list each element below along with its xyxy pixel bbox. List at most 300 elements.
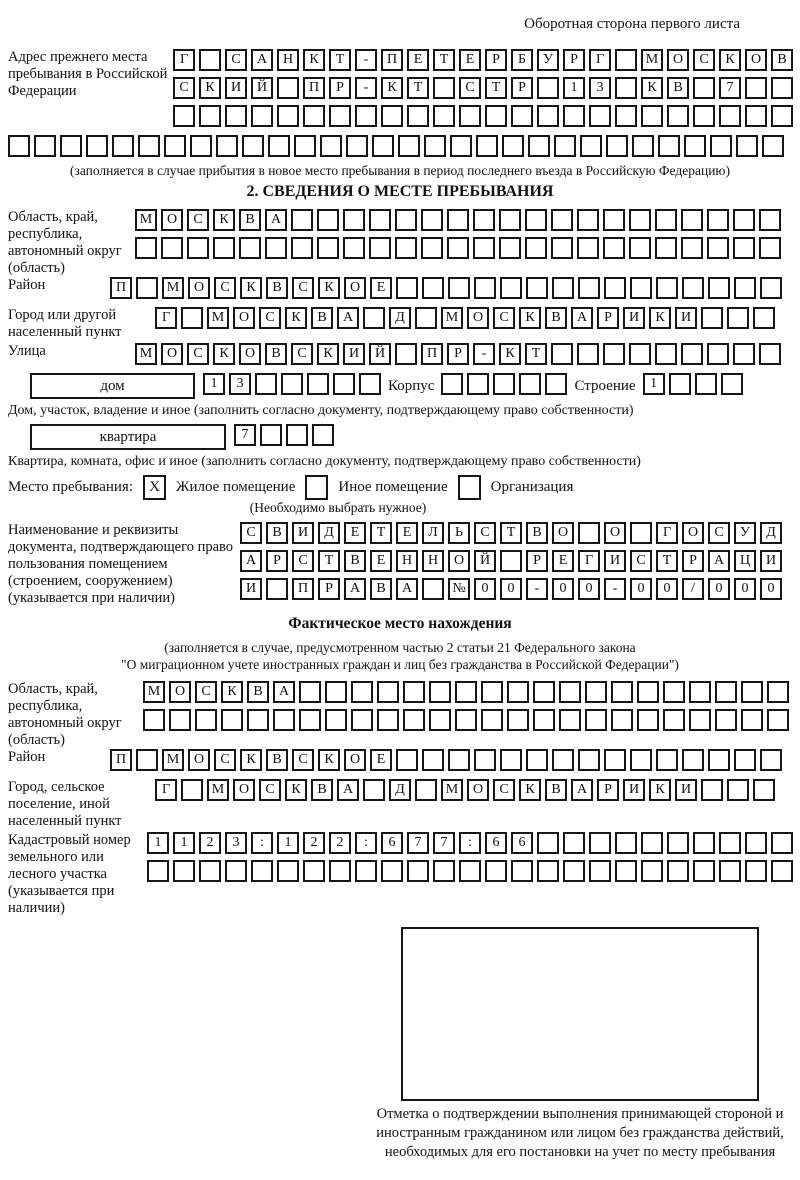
char-cell[interactable] [681,209,703,231]
char-cell[interactable]: 1 [643,373,665,395]
char-cell[interactable]: Р [526,550,548,572]
char-cell[interactable] [363,307,385,329]
char-cell[interactable]: О [467,779,489,801]
char-cell[interactable] [281,373,303,395]
char-cell[interactable]: С [240,522,262,544]
char-cell[interactable]: Е [459,49,481,71]
char-cell[interactable]: 0 [552,578,574,600]
char-cell[interactable]: Т [525,343,547,365]
char-cell[interactable] [359,373,381,395]
char-cell[interactable] [630,749,652,771]
char-cell[interactable]: М [441,779,463,801]
char-cell[interactable] [377,709,399,731]
char-cell[interactable] [355,105,377,127]
char-cell[interactable]: М [135,209,157,231]
char-cell[interactable]: Г [589,49,611,71]
char-cell[interactable]: О [233,779,255,801]
char-cell[interactable]: К [240,277,262,299]
char-cell[interactable]: Й [251,77,273,99]
char-cell[interactable] [745,832,767,854]
char-cell[interactable] [459,860,481,882]
char-cell[interactable] [143,709,165,731]
char-cell[interactable] [656,277,678,299]
char-cell[interactable] [507,681,529,703]
char-cell[interactable]: О [448,550,470,572]
char-cell[interactable] [637,709,659,731]
char-cell[interactable] [473,237,495,259]
char-cell[interactable] [455,709,477,731]
char-cell[interactable] [199,49,221,71]
char-cell[interactable] [611,709,633,731]
char-cell[interactable] [537,77,559,99]
char-cell[interactable]: Т [318,550,340,572]
char-cell[interactable]: Б [511,49,533,71]
char-cell[interactable]: С [459,77,481,99]
char-cell[interactable]: С [187,209,209,231]
char-cell[interactable]: - [355,77,377,99]
char-cell[interactable] [745,105,767,127]
document-row-1[interactable] [240,522,792,544]
char-cell[interactable]: К [303,49,325,71]
char-cell[interactable] [277,77,299,99]
char-cell[interactable] [396,749,418,771]
char-cell[interactable] [611,681,633,703]
char-cell[interactable]: С [493,779,515,801]
char-cell[interactable]: О [344,277,366,299]
char-cell[interactable]: И [675,307,697,329]
char-cell[interactable] [161,237,183,259]
char-cell[interactable] [329,105,351,127]
char-cell[interactable]: К [213,209,235,231]
char-cell[interactable] [767,709,789,731]
char-cell[interactable] [695,373,717,395]
char-cell[interactable]: П [421,343,443,365]
char-cell[interactable] [312,424,334,446]
char-cell[interactable]: И [240,578,262,600]
char-cell[interactable] [363,779,385,801]
char-cell[interactable] [190,135,212,157]
char-cell[interactable]: В [370,578,392,600]
char-cell[interactable]: П [110,749,132,771]
char-cell[interactable] [580,135,602,157]
char-cell[interactable]: И [675,779,697,801]
char-cell[interactable]: А [337,307,359,329]
char-cell[interactable]: 6 [485,832,507,854]
char-cell[interactable] [589,860,611,882]
char-cell[interactable]: С [292,550,314,572]
char-cell[interactable] [421,237,443,259]
char-cell[interactable]: Е [344,522,366,544]
checkbox-other-premises[interactable] [305,475,328,500]
char-cell[interactable] [603,237,625,259]
char-cell[interactable]: 2 [329,832,351,854]
char-cell[interactable]: Й [474,550,496,572]
char-cell[interactable] [684,135,706,157]
char-cell[interactable] [533,681,555,703]
char-cell[interactable]: О [667,49,689,71]
char-cell[interactable] [266,578,288,600]
char-cell[interactable] [615,860,637,882]
char-cell[interactable]: В [266,749,288,771]
char-cell[interactable]: С [708,522,730,544]
char-cell[interactable]: 2 [199,832,221,854]
char-cell[interactable]: В [265,343,287,365]
char-cell[interactable]: Р [682,550,704,572]
char-cell[interactable] [225,860,247,882]
char-cell[interactable] [741,709,763,731]
char-cell[interactable] [286,424,308,446]
char-cell[interactable]: В [311,307,333,329]
char-cell[interactable]: / [682,578,704,600]
char-cell[interactable] [421,209,443,231]
char-cell[interactable] [629,209,651,231]
char-cell[interactable] [578,522,600,544]
char-cell[interactable] [86,135,108,157]
char-cell[interactable] [473,209,495,231]
char-cell[interactable]: К [199,77,221,99]
char-cell[interactable] [641,860,663,882]
char-cell[interactable] [511,105,533,127]
char-cell[interactable] [771,860,793,882]
document-row-3[interactable] [240,578,792,600]
char-cell[interactable] [577,237,599,259]
char-cell[interactable] [667,105,689,127]
street-row[interactable] [135,343,781,365]
char-cell[interactable]: К [719,49,741,71]
char-cell[interactable] [615,49,637,71]
char-cell[interactable]: Т [370,522,392,544]
char-cell[interactable] [559,709,581,731]
char-cell[interactable]: О [682,522,704,544]
char-cell[interactable] [303,860,325,882]
char-cell[interactable]: 6 [381,832,403,854]
char-cell[interactable]: Р [597,779,619,801]
char-cell[interactable]: 7 [407,832,429,854]
char-cell[interactable] [762,135,784,157]
char-cell[interactable] [537,860,559,882]
char-cell[interactable] [239,237,261,259]
char-cell[interactable]: Е [370,749,392,771]
char-cell[interactable]: И [225,77,247,99]
char-cell[interactable] [603,209,625,231]
char-cell[interactable] [578,277,600,299]
char-cell[interactable]: М [143,681,165,703]
char-cell[interactable] [251,860,273,882]
cadastral-row-2[interactable] [147,860,793,882]
char-cell[interactable] [707,209,729,231]
char-cell[interactable] [655,209,677,231]
char-cell[interactable] [641,105,663,127]
char-cell[interactable] [112,135,134,157]
char-cell[interactable]: С [187,343,209,365]
char-cell[interactable] [693,77,715,99]
region-row-1[interactable] [135,209,792,231]
char-cell[interactable] [745,77,767,99]
char-cell[interactable] [251,105,273,127]
char-cell[interactable] [525,209,547,231]
char-cell[interactable] [551,237,573,259]
char-cell[interactable] [377,681,399,703]
char-cell[interactable] [60,135,82,157]
char-cell[interactable]: А [396,578,418,600]
char-cell[interactable] [537,105,559,127]
char-cell[interactable]: А [337,779,359,801]
prev-address-row-3[interactable] [173,105,793,127]
char-cell[interactable] [656,749,678,771]
char-cell[interactable] [448,749,470,771]
char-cell[interactable]: С [291,343,313,365]
char-cell[interactable]: О [745,49,767,71]
char-cell[interactable] [551,209,573,231]
char-cell[interactable]: Р [266,550,288,572]
char-cell[interactable]: - [473,343,495,365]
char-cell[interactable] [745,860,767,882]
char-cell[interactable]: № [448,578,470,600]
char-cell[interactable] [528,135,550,157]
actual-region-row-2[interactable] [143,709,792,731]
char-cell[interactable] [727,779,749,801]
char-cell[interactable]: В [266,277,288,299]
char-cell[interactable] [415,779,437,801]
char-cell[interactable] [303,105,325,127]
char-cell[interactable] [403,709,425,731]
char-cell[interactable]: О [188,277,210,299]
stroenie-row[interactable] [643,373,743,395]
char-cell[interactable] [554,135,576,157]
char-cell[interactable] [715,709,737,731]
char-cell[interactable] [138,135,160,157]
district-row[interactable] [110,277,782,299]
char-cell[interactable]: Е [552,550,574,572]
char-cell[interactable]: У [734,522,756,544]
char-cell[interactable]: В [771,49,793,71]
char-cell[interactable]: П [110,277,132,299]
char-cell[interactable] [589,832,611,854]
char-cell[interactable] [325,709,347,731]
char-cell[interactable]: В [247,681,269,703]
char-cell[interactable]: 3 [225,832,247,854]
char-cell[interactable] [422,578,444,600]
char-cell[interactable] [710,135,732,157]
char-cell[interactable]: О [188,749,210,771]
checkbox-residential[interactable]: X [143,475,166,500]
cadastral-row-1[interactable] [147,832,793,854]
char-cell[interactable] [707,343,729,365]
char-cell[interactable] [499,209,521,231]
char-cell[interactable] [719,860,741,882]
char-cell[interactable]: : [251,832,273,854]
char-cell[interactable] [372,135,394,157]
char-cell[interactable]: 0 [500,578,522,600]
char-cell[interactable] [320,135,342,157]
char-cell[interactable]: К [221,681,243,703]
char-cell[interactable]: О [239,343,261,365]
char-cell[interactable]: С [493,307,515,329]
char-cell[interactable]: К [318,277,340,299]
char-cell[interactable] [395,237,417,259]
char-cell[interactable] [381,105,403,127]
char-cell[interactable]: С [693,49,715,71]
char-cell[interactable] [317,209,339,231]
char-cell[interactable] [689,681,711,703]
char-cell[interactable] [407,860,429,882]
char-cell[interactable] [681,343,703,365]
char-cell[interactable] [195,709,217,731]
char-cell[interactable]: М [162,749,184,771]
char-cell[interactable] [351,709,373,731]
char-cell[interactable]: К [519,779,541,801]
char-cell[interactable] [537,832,559,854]
char-cell[interactable]: 1 [563,77,585,99]
char-cell[interactable]: И [760,550,782,572]
char-cell[interactable] [771,832,793,854]
char-cell[interactable] [551,343,573,365]
char-cell[interactable]: - [355,49,377,71]
char-cell[interactable] [424,135,446,157]
char-cell[interactable] [577,209,599,231]
char-cell[interactable]: 7 [234,424,256,446]
char-cell[interactable] [343,209,365,231]
char-cell[interactable] [630,522,652,544]
char-cell[interactable] [422,749,444,771]
char-cell[interactable] [753,779,775,801]
char-cell[interactable]: А [708,550,730,572]
char-cell[interactable] [629,343,651,365]
char-cell[interactable] [707,237,729,259]
char-cell[interactable]: П [292,578,314,600]
char-cell[interactable] [422,277,444,299]
char-cell[interactable] [476,135,498,157]
char-cell[interactable] [632,135,654,157]
char-cell[interactable]: К [641,77,663,99]
char-cell[interactable] [474,749,496,771]
char-cell[interactable] [329,860,351,882]
char-cell[interactable]: Р [511,77,533,99]
char-cell[interactable]: К [240,749,262,771]
char-cell[interactable] [519,373,541,395]
char-cell[interactable]: И [604,550,626,572]
char-cell[interactable] [395,343,417,365]
char-cell[interactable] [615,832,637,854]
char-cell[interactable] [343,237,365,259]
char-cell[interactable] [708,749,730,771]
char-cell[interactable]: П [381,49,403,71]
char-cell[interactable] [485,860,507,882]
char-cell[interactable]: К [381,77,403,99]
char-cell[interactable]: К [317,343,339,365]
apartment-row[interactable] [234,424,334,446]
char-cell[interactable] [268,135,290,157]
char-cell[interactable]: 1 [203,373,225,395]
char-cell[interactable]: К [519,307,541,329]
char-cell[interactable] [637,681,659,703]
char-cell[interactable] [701,307,723,329]
char-cell[interactable]: 0 [578,578,600,600]
char-cell[interactable]: Т [656,550,678,572]
char-cell[interactable]: Д [389,307,411,329]
char-cell[interactable] [585,681,607,703]
char-cell[interactable]: Е [370,277,392,299]
char-cell[interactable] [299,709,321,731]
char-cell[interactable] [511,860,533,882]
char-cell[interactable] [351,681,373,703]
char-cell[interactable] [585,709,607,731]
char-cell[interactable] [481,681,503,703]
char-cell[interactable]: Т [500,522,522,544]
char-cell[interactable] [225,105,247,127]
char-cell[interactable] [667,832,689,854]
char-cell[interactable] [589,105,611,127]
char-cell[interactable]: О [467,307,489,329]
char-cell[interactable] [771,77,793,99]
char-cell[interactable]: У [537,49,559,71]
char-cell[interactable]: М [135,343,157,365]
char-cell[interactable]: П [303,77,325,99]
char-cell[interactable] [395,209,417,231]
char-cell[interactable] [448,277,470,299]
char-cell[interactable] [135,237,157,259]
char-cell[interactable]: К [285,779,307,801]
region-row-2[interactable] [135,237,792,259]
char-cell[interactable] [485,105,507,127]
char-cell[interactable]: 0 [708,578,730,600]
char-cell[interactable]: М [207,307,229,329]
char-cell[interactable] [433,105,455,127]
char-cell[interactable] [333,373,355,395]
prev-address-row-1[interactable] [173,49,793,71]
char-cell[interactable]: А [273,681,295,703]
char-cell[interactable] [173,105,195,127]
char-cell[interactable] [693,105,715,127]
char-cell[interactable]: Г [155,779,177,801]
char-cell[interactable]: 0 [760,578,782,600]
char-cell[interactable] [164,135,186,157]
char-cell[interactable]: : [355,832,377,854]
char-cell[interactable]: Н [396,550,418,572]
char-cell[interactable]: В [239,209,261,231]
char-cell[interactable]: В [344,550,366,572]
char-cell[interactable]: 2 [303,832,325,854]
char-cell[interactable] [759,343,781,365]
char-cell[interactable] [733,209,755,231]
char-cell[interactable] [552,277,574,299]
char-cell[interactable] [736,135,758,157]
char-cell[interactable] [499,237,521,259]
char-cell[interactable] [734,277,756,299]
char-cell[interactable]: Г [155,307,177,329]
char-cell[interactable]: 3 [229,373,251,395]
char-cell[interactable]: К [649,779,671,801]
char-cell[interactable]: В [266,522,288,544]
char-cell[interactable]: 0 [630,578,652,600]
char-cell[interactable] [604,277,626,299]
char-cell[interactable]: Т [329,49,351,71]
char-cell[interactable]: М [641,49,663,71]
char-cell[interactable] [369,237,391,259]
char-cell[interactable]: С [214,277,236,299]
document-row-2[interactable] [240,550,792,572]
char-cell[interactable] [545,373,567,395]
char-cell[interactable]: С [259,779,281,801]
char-cell[interactable] [291,209,313,231]
char-cell[interactable]: Р [563,49,585,71]
char-cell[interactable] [147,860,169,882]
char-cell[interactable] [759,209,781,231]
char-cell[interactable]: Т [485,77,507,99]
char-cell[interactable] [34,135,56,157]
char-cell[interactable]: К [318,749,340,771]
char-cell[interactable] [630,277,652,299]
